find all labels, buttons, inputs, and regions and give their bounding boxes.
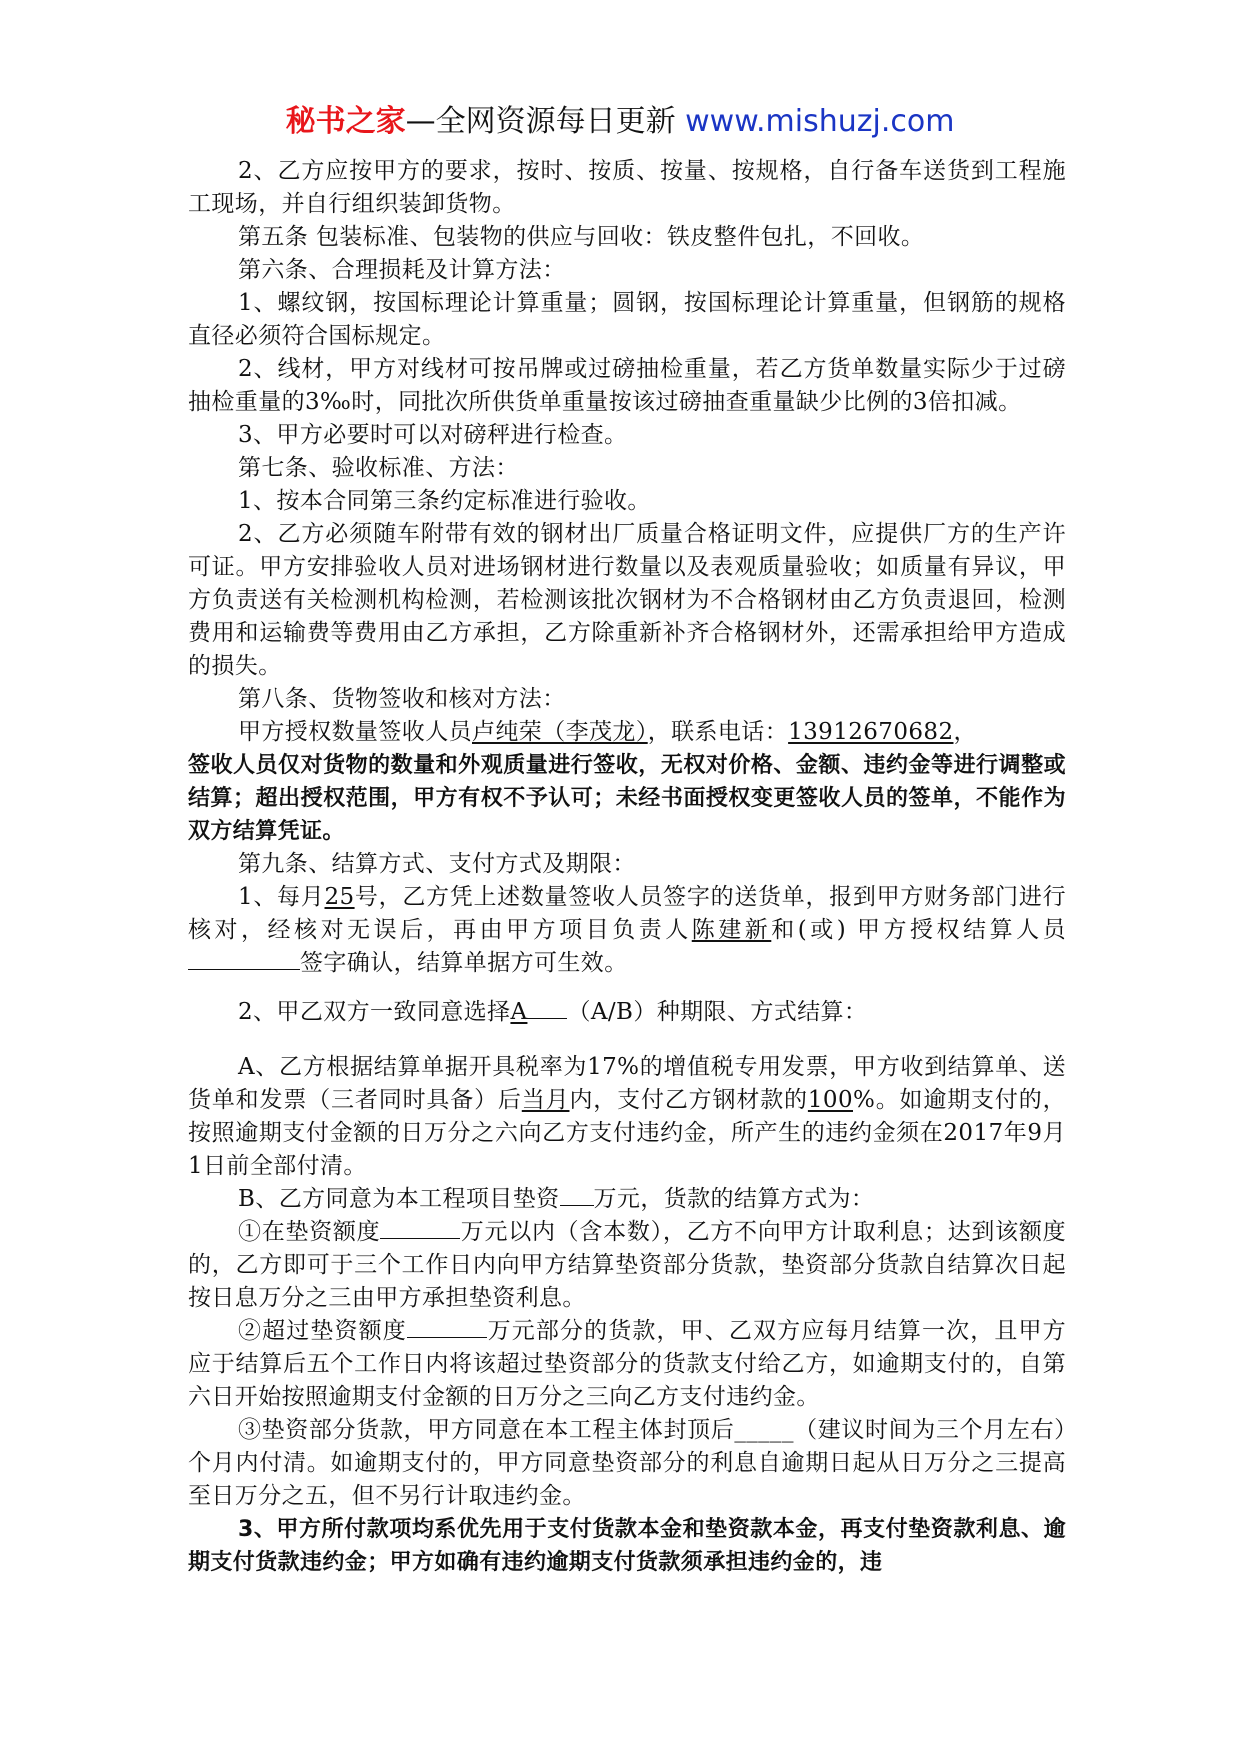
clause-monthly-settlement: 1、每月25号，乙方凭上述数量签收人员签字的送货单，报到甲方财务部门进行核对，经核对无误后，再由甲方项目负责人陈建新和(或) 甲方授权结算人员签字确认，结算单据方可生效。 (188, 884, 1067, 976)
clause-advance-repayment: ③垫资部分货款，甲方同意在本工程主体封顶后_____（建议时间为三个月左右）个月内付清。如逾期支付的，甲方同意垫资部分的利息自逾期日起从日万分之三提高至日万分之五，但不另行计取违约金。 (188, 1417, 1066, 1509)
clause-wire-weight: 2、线材，甲方对线材可按吊牌或过磅抽检重量，若乙方货单数量实际少于过磅抽检重量的3‰时，同批次所供货单重量按该过磅抽查重量缺少比例的3倍扣减。 (188, 356, 1066, 415)
article-8-heading: 第八条、货物签收和核对方法： (238, 686, 566, 712)
header-slogan: —全网资源每日更新 (405, 104, 676, 139)
settlement-day: 25 (324, 884, 355, 910)
contract-body (188, 155, 1066, 1579)
blank-advance-amount (560, 1183, 594, 1206)
clause-signer-limits: 签收人员仅对货物的数量和外观质量进行签收，无权对价格、金额、违约金等进行调整或结算；超出授权范围，甲方有权不予认可；未经书面授权变更签收人员的签单，不能作为双方结算凭证。 (188, 753, 1066, 844)
clause-payment-priority: 3、甲方所付款项均系优先用于支付货款本金和垫资款本金，再支付垫资款利息、逾期支付货款违约金；甲方如确有违约逾期支付货款须承担违约金的，违 (188, 1517, 1066, 1575)
project-manager: 陈建新 (691, 917, 772, 943)
article-5-packaging: 第五条 包装标准、包装物的供应与回收：铁皮整件包扎，不回收。 (238, 224, 925, 250)
blank-months: _____ (734, 1417, 794, 1443)
clause-acceptance-standard: 1、按本合同第三条约定标准进行验收。 (238, 488, 651, 514)
blank-settlement-person (188, 947, 300, 970)
clause-rebar-weight: 1、螺纹钢，按国标理论计算重量；圆钢，按国标理论计算重量，但钢筋的规格直径必须符合国标规定。 (188, 290, 1066, 349)
signer-phone: 13912670682 (788, 719, 954, 745)
payment-term: 当月 (521, 1087, 570, 1113)
clause-delivery: 2、乙方应按甲方的要求，按时、按质、按量、按规格，自行备车送货到工程施工现场，并自行组织装卸货物。 (188, 158, 1066, 217)
clause-authorized-signer: 甲方授权数量签收人员卢纯荣（李茂龙），联系电话：13912670682， (238, 719, 977, 745)
article-9-heading: 第九条、结算方式、支付方式及期限： (238, 851, 636, 877)
clause-quality-certificate: 2、乙方必须随车附带有效的钢材出厂质量合格证明文件，应提供厂方的生产许可证。甲方安排验收人员对进场钢材进行数量以及表观质量验收；如质量有异议，甲方负责送有关检测机构检测，若检测该批次钢材为不合格钢材由乙方负责退回，检测费用和运输费等费用由乙方承担，乙方除重新补齐合格钢材外，还需承担给甲方造成的损失。 (188, 521, 1066, 679)
clause-advance-limit: ①在垫资额度 万元以内（含本数），乙方不向甲方计取利息；达到该额度的，乙方即可于三个工作日内向甲方结算垫资部分货款，垫资部分货款自结算次日起按日息万分之三由甲方承担垫资利息。 (188, 1216, 1066, 1315)
blank-over-limit (407, 1315, 487, 1338)
clause-over-limit: ②超过垫资额度 万元部分的货款，甲、乙双方应每月结算一次，且甲方应于结算后五个工作日内将该超过垫资部分的货款支付给乙方，如逾期支付的，自第六日开始按照逾期支付金额的日万分之三向乙方支付违约金。 (188, 1315, 1066, 1414)
article-7-heading: 第七条、验收标准、方法： (238, 455, 519, 481)
article-6-heading: 第六条、合理损耗及计算方法： (238, 257, 566, 283)
clause-settlement-choice: 2、甲乙双方一致同意选择A （A/B）种期限、方式结算： (188, 996, 1066, 1029)
clause-option-b: B、乙方同意为本工程项目垫资 万元，货款的结算方式为： (188, 1183, 1066, 1216)
payment-percent: 100 (807, 1087, 853, 1113)
clause-scale-check: 3、甲方必要时可以对磅秤进行检查。 (238, 422, 628, 448)
brand-name: 秘书之家 (285, 104, 406, 139)
header-url[interactable]: www.mishuzj.com (685, 104, 955, 139)
clause-option-a: A、乙方根据结算单据开具税率为17%的增值税专用发票，甲方收到结算单、送货单和发票（三者同时具备）后当月内，支付乙方钢材款的100%。如逾期支付的，按照逾期支付金额的日万分之六向乙方支付违约金，所产生的违约金须在2017年9月1日前全部付清。 (188, 1054, 1066, 1179)
chosen-option: A (510, 999, 528, 1025)
site-header (0, 102, 1240, 142)
signer-name: 卢纯荣（李茂龙） (472, 719, 648, 745)
blank-advance-limit (380, 1216, 460, 1239)
